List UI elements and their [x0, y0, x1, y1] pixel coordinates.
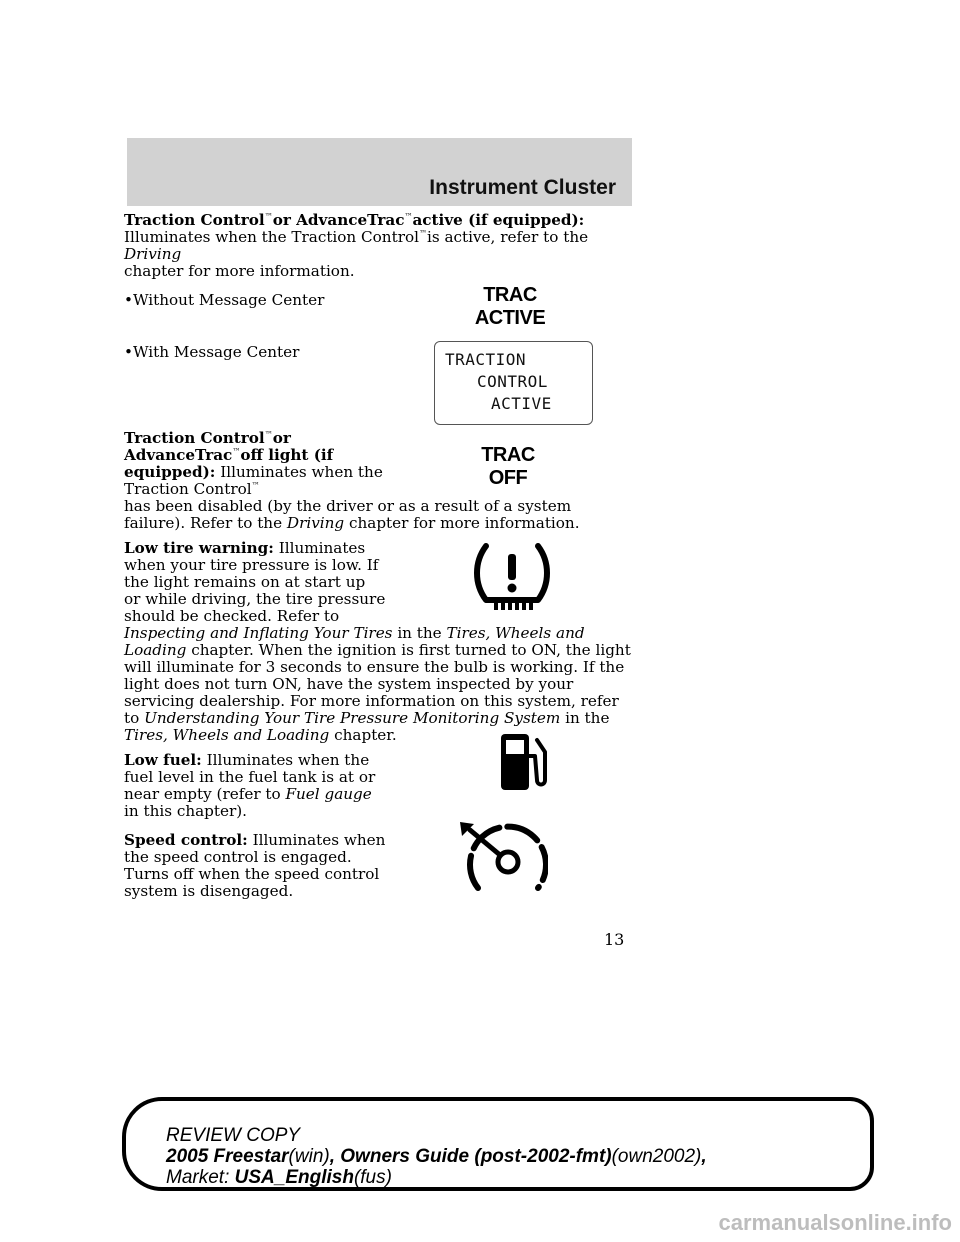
- header-band: [127, 138, 632, 206]
- trademark: ™: [404, 212, 413, 221]
- footer-code: (win): [288, 1146, 330, 1167]
- indicator-line: TRAC: [483, 284, 537, 306]
- traction-active-body-a: Illuminates when the Traction Control: [124, 228, 419, 246]
- review-footer: [122, 1097, 874, 1191]
- speed-control-icon: [456, 818, 548, 894]
- traction-off-body-b: has been disabled (by the driver or as a result of a system failure). Refer to the: [124, 497, 572, 532]
- traction-active-paragraph: [124, 212, 634, 280]
- page-number: 13: [604, 930, 625, 949]
- bullet-with-message-center: •With Message Center: [124, 343, 300, 361]
- footer-comma: ,: [701, 1146, 707, 1167]
- footer-line-2: [166, 1146, 707, 1167]
- low-tire-body-c: chapter.: [334, 726, 397, 744]
- footer-line-1: REVIEW COPY: [166, 1125, 301, 1146]
- speed-control-heading: Speed control:: [124, 831, 248, 849]
- trademark: ™: [264, 430, 273, 439]
- speed-control-paragraph: [124, 832, 386, 900]
- fuel-pump-icon: [497, 730, 553, 796]
- low-tire-body-a: Illuminates when your tire pressure is low. If the light remains on at start up or while driving, the tire pressure should be checked. Refer to: [124, 539, 386, 625]
- traction-off-paragraph: [124, 430, 386, 498]
- traction-off-continuation: [124, 498, 619, 532]
- traction-off-body-c: chapter for more information.: [348, 514, 580, 532]
- message-line: CONTROL: [477, 372, 548, 391]
- trademark: ™: [418, 229, 427, 238]
- low-fuel-paragraph: [124, 752, 386, 820]
- in-the-text: in the: [397, 624, 442, 642]
- trac-active-indicator: [455, 284, 565, 330]
- trademark: ™: [232, 447, 241, 456]
- traction-off-heading-b: or: [272, 429, 291, 447]
- traction-active-body-b: is active, refer to the: [426, 228, 589, 246]
- indicator-line: ACTIVE: [474, 307, 546, 329]
- footer-text: [166, 1125, 707, 1188]
- indicator-line: OFF: [488, 467, 528, 489]
- traction-active-body-c: chapter for more information.: [124, 262, 355, 280]
- traction-off-body-a: Illuminates when the Traction Control: [124, 463, 383, 498]
- driving-chapter-ref: Driving: [124, 245, 182, 263]
- footer-guide: , Owners Guide (post-2002-fmt): [329, 1146, 612, 1167]
- traction-off-heading-c: AdvanceTrac: [124, 446, 233, 464]
- tires-wheels-loading-ref: Tires, Wheels and Loading: [124, 624, 585, 659]
- low-fuel-body-b: in this chapter).: [124, 802, 247, 820]
- message-line: ACTIVE: [491, 394, 552, 413]
- bullet-without-message-center: •Without Message Center: [124, 291, 325, 309]
- speed-control-body: Illuminates when the speed control is engaged. Turns off when the speed control system is disengaged.: [124, 831, 386, 900]
- in-the-text: in the: [565, 709, 610, 727]
- tires-wheels-loading-ref: Tires, Wheels and Loading: [124, 726, 330, 744]
- message-center-display: [434, 341, 593, 425]
- traction-active-heading-a: Traction Control: [124, 211, 265, 229]
- footer-line-3: [166, 1167, 707, 1188]
- footer-market: USA_English: [234, 1167, 354, 1188]
- low-tire-paragraph: [124, 540, 634, 744]
- footer-code: (own2002): [611, 1146, 702, 1167]
- traction-off-heading-a: Traction Control: [124, 429, 265, 447]
- message-line: TRACTION: [445, 350, 527, 369]
- traction-active-heading-b: or AdvanceTrac: [272, 211, 405, 229]
- trademark: ™: [264, 212, 273, 221]
- traction-off-heading-d: off light (if equipped):: [124, 446, 334, 481]
- low-fuel-body-a: Illuminates when the fuel level in the fuel tank is at or near empty (refer to: [124, 751, 376, 803]
- traction-active-heading-c: active (if equipped):: [412, 211, 585, 229]
- page-section-title: Instrument Cluster: [429, 176, 616, 199]
- fuel-gauge-ref: Fuel gauge: [285, 785, 372, 803]
- footer-code: (fus): [353, 1167, 392, 1188]
- inspecting-tires-ref: Inspecting and Inflating Your Tires: [124, 624, 393, 642]
- low-fuel-heading: Low fuel:: [124, 751, 202, 769]
- tpms-ref: Understanding Your Tire Pressure Monitoring System: [144, 709, 561, 727]
- trac-off-indicator: [458, 444, 558, 490]
- footer-vehicle: 2005 Freestar: [166, 1146, 289, 1167]
- low-tire-body-b: chapter. When the ignition is first turned to ON, the light will illuminate for 3 seconds to ensure the bulb is working. If the light does not turn ON, have the system inspected by your servicing dealership. For more information on this system, refer to: [124, 641, 631, 727]
- low-tire-heading: Low tire warning:: [124, 539, 274, 557]
- trademark: ™: [251, 481, 260, 490]
- watermark: carmanualsonline.info: [718, 1210, 952, 1235]
- footer-market-label: Market:: [166, 1167, 230, 1188]
- driving-chapter-ref: Driving: [286, 514, 345, 532]
- tire-pressure-icon: [472, 540, 552, 616]
- indicator-line: TRAC: [481, 444, 535, 466]
